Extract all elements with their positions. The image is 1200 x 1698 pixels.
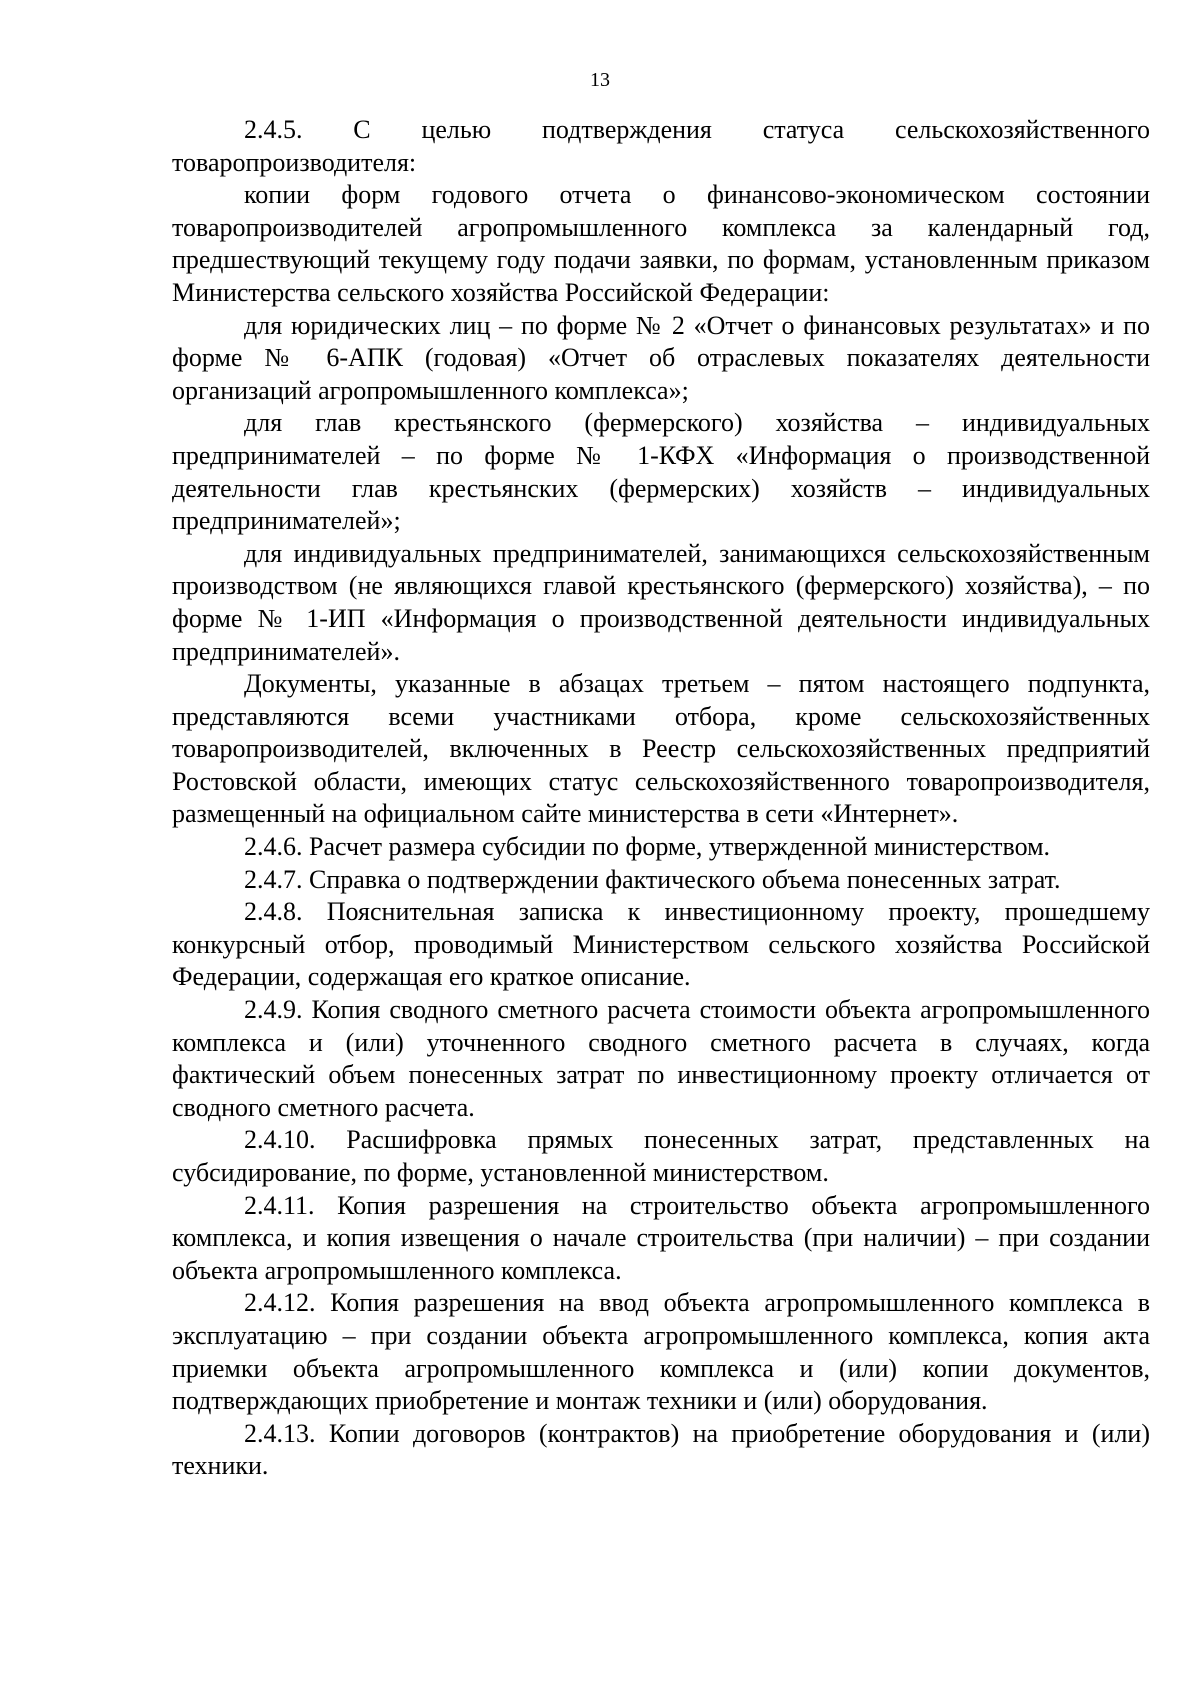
paragraph-legal-entities: для юридических лиц – по форме № 2 «Отчет о финансовых результатах» и по форме № 6-АПК (годовая) «Отчет об отраслевых показателях деятельности организаций агропромышленного комплекса»; <box>172 310 1150 405</box>
paragraph-2-4-10: 2.4.10. Расшифровка прямых понесенных затрат, представленных на субсидирование, по форме, установленной министерством. <box>172 1125 1150 1187</box>
page-number: 13 <box>590 69 610 91</box>
paragraph-annual-report-copies: копии форм годового отчета о финансово-экономическом состоянии товаропроизводителей агропромышленного комплекса за календарный год, предшествующий текущему году подачи заявки, по формам, установленным приказом Министерства сельского хозяйства Российской Федерации: <box>172 180 1150 307</box>
paragraph-individual-entrepreneurs: для индивидуальных предпринимателей, занимающихся сельскохозяйственным производством (не являющихся главой крестьянского (фермерского) хозяйства), – по форме № 1-ИП «Информация о производственной деятельности индивидуальных предпринимателей». <box>172 538 1150 666</box>
paragraph-2-4-6: 2.4.6. Расчет размера субсидии по форме, утвержденной министерством. <box>244 832 1051 862</box>
paragraph-2-4-5: 2.4.5. С целью подтверждения статуса сельскохозяйственного товаропроизводителя: <box>172 115 1150 177</box>
paragraph-2-4-12: 2.4.12. Копия разрешения на ввод объекта агропромышленного комплекса в эксплуатацию – при создании объекта агропромышленного комплекса, копия акта приемки объекта агропромышленного комплекса и (или) копии документов, подтверждающих приобретение и монтаж техники и (или) оборудования. <box>172 1288 1150 1416</box>
document-body <box>172 114 1150 1483</box>
paragraph-2-4-13: 2.4.13. Копии договоров (контрактов) на приобретение оборудования и (или) техники. <box>172 1418 1150 1481</box>
paragraph-farm-heads: для глав крестьянского (фермерского) хозяйства – индивидуальных предпринимателей – по форме № 1-КФХ «Информация о производственной деятельности глав крестьянских (фермерских) хозяйств – индивидуальных предпринимателей»; <box>172 408 1150 536</box>
paragraph-documents-submission: Документы, указанные в абзацах третьем – пятом настоящего подпункта, представляются всеми участниками отбора, кроме сельскохозяйственных товаропроизводителей, включенных в Реестр сельскохозяйственных предприятий Ростовской области, имеющих статус сельскохозяйственного товаропроизводителя, размещенный на официальном сайте министерства в сети «Интернет». <box>172 669 1150 829</box>
paragraph-2-4-9: 2.4.9. Копия сводного сметного расчета стоимости объекта агропромышленного комплекса и (или) уточненного сводного сметного расчета в случаях, когда фактический объем понесенных затрат по инвестиционному проекту отличается от сводного сметного расчета. <box>172 995 1150 1122</box>
paragraph-2-4-8: 2.4.8. Пояснительная записка к инвестиционному проекту, прошедшему конкурсный отбор, проводимый Министерством сельского хозяйства Российской Федерации, содержащая его краткое описание. <box>172 897 1150 992</box>
paragraph-2-4-11: 2.4.11. Копия разрешения на строительство объекта агропромышленного комплекса, и копия извещения о начале строительства (при наличии) – при создании объекта агропромышленного комплекса. <box>172 1190 1150 1285</box>
paragraph-2-4-7: 2.4.7. Справка о подтверждении фактического объема понесенных затрат. <box>244 864 1061 894</box>
